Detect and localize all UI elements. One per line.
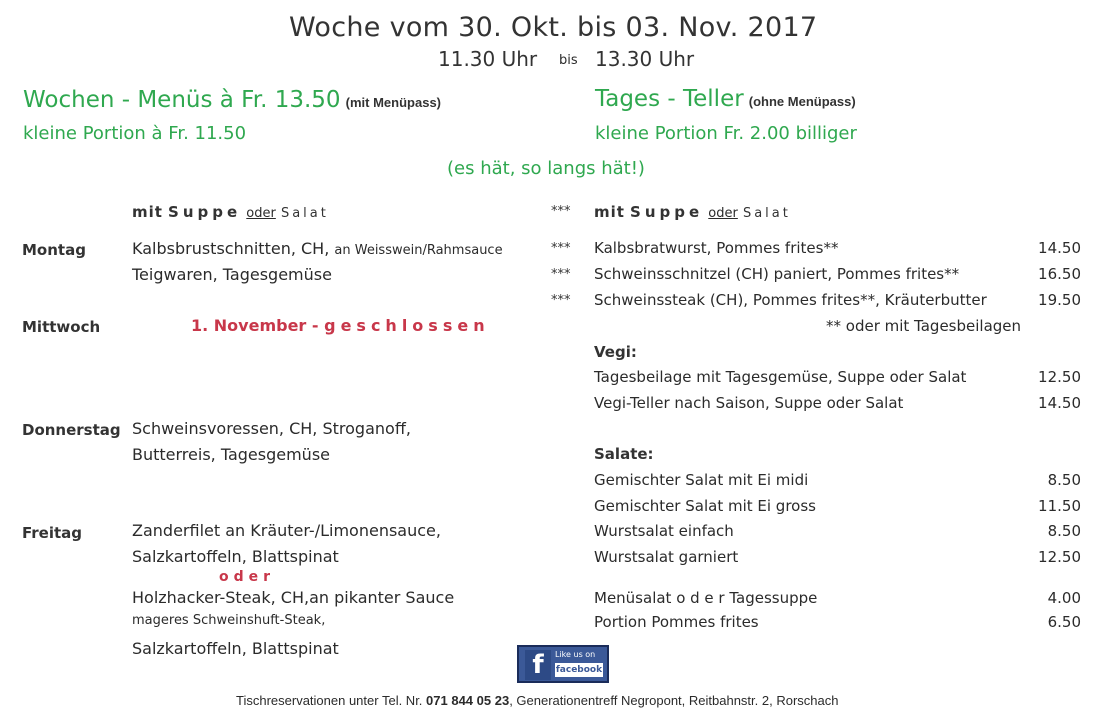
weekly-menu-title: Wochen - Menüs à Fr. 13.50 [23,87,341,113]
weekly-menu-note: (mit Menüpass) [345,95,441,110]
montag-dish-sauce: an Weisswein/Rahmsauce [334,243,503,258]
footer-prefix: Tischreservationen unter Tel. Nr. [236,693,423,708]
facebook-like-badge[interactable] [517,645,609,683]
day-mittwoch: Mittwoch [22,318,101,336]
footer-reservation [236,693,838,708]
salate-title: Salate: [594,445,654,463]
salate-price: 8.50 [1047,471,1081,489]
freitag-oder: oder [219,569,276,585]
day-donnerstag: Donnerstag [22,421,121,439]
right-header-salat: Salat [742,206,791,221]
weekly-menu-small-portion: kleine Portion à Fr. 11.50 [23,123,247,144]
daily-plate-title: Tages - Teller [595,86,744,112]
vegi-title: Vegi: [594,343,637,361]
daily-plate-note: (ohne Menüpass) [748,94,856,109]
tagesteller-stars: *** [551,267,571,282]
page-title: Woche vom 30. Okt. bis 03. Nov. 2017 [289,12,818,43]
tagesteller-item: Schweinsschnitzel (CH) paniert, Pommes frites** [594,265,960,283]
left-header-mit: mit [132,203,163,221]
vegi-item: Tagesbeilage mit Tagesgemüse, Suppe oder Salat [594,368,967,386]
salate-price: 11.50 [1038,497,1081,515]
mittwoch-closed-notice [191,316,490,335]
tagesteller-price: 14.50 [1038,239,1081,257]
time-start: 11.30 Uhr [438,47,538,71]
tagesteller-item: Schweinssteak (CH), Pommes frites**, Kräuterbutter [594,291,987,309]
left-column-header [132,202,329,221]
left-header-suppe: Suppe [168,203,242,221]
tagesteller-price: 19.50 [1038,291,1081,309]
salate-price: 12.50 [1038,548,1081,566]
right-column-header [594,202,791,221]
left-header-oder: oder [246,206,276,221]
facebook-like-text: Like us on [555,650,596,659]
vegi-item: Vegi-Teller nach Saison, Suppe oder Salat [594,394,904,412]
left-header-salat: Salat [280,206,329,221]
right-header-stars: *** [551,204,571,219]
footer-suffix: , Generationentreff Negropont, Reitbahnstr. 2, Rorschach [509,693,839,708]
time-bis: bis [559,53,578,68]
right-header-suppe: Suppe [630,203,704,221]
donnerstag-dish-line1: Schweinsvoressen, CH, Stroganoff, [132,419,411,438]
facebook-icon: f [525,650,551,680]
vegi-price: 14.50 [1038,394,1081,412]
right-header-oder: oder [708,206,738,221]
freitag-dish-line4: mageres Schweinshuft-Steak, [132,613,326,628]
tagesteller-stars: *** [551,293,571,308]
salate-item: Wurstsalat einfach [594,522,734,540]
donnerstag-dish-line2: Butterreis, Tagesgemüse [132,445,330,464]
daily-plate-offer [595,86,856,112]
freitag-dish-line1: Zanderfilet an Kräuter-/Limonensauce, [132,521,441,540]
montag-dish-main: Kalbsbrustschnitten, CH, [132,239,330,258]
day-freitag: Freitag [22,524,83,542]
facebook-name: facebook [555,665,603,675]
mittwoch-closed-word: geschlossen [324,316,490,335]
salate-item: Gemischter Salat mit Ei gross [594,497,816,515]
daily-plate-small-portion: kleine Portion Fr. 2.00 billiger [595,123,857,144]
tagesteller-price: 16.50 [1038,265,1081,283]
right-header-mit: mit [594,203,625,221]
freitag-dish-line3: Holzhacker-Steak, CH,an pikanter Sauce [132,588,455,607]
availability-note: (es hät, so langs hät!) [447,158,645,179]
vegi-price: 12.50 [1038,368,1081,386]
tagesteller-stars: *** [551,241,571,256]
day-montag: Montag [22,241,86,259]
extra-price: 4.00 [1047,589,1081,607]
footer-phone: 071 844 05 23 [426,693,510,708]
freitag-dish-line2: Salzkartoffeln, Blattspinat [132,547,339,566]
freitag-dish-line5: Salzkartoffeln, Blattspinat [132,639,339,658]
weekly-menu-offer [23,87,441,113]
mittwoch-closed-date: 1. November - [191,316,319,335]
salate-price: 8.50 [1047,522,1081,540]
time-end: 13.30 Uhr [595,47,695,71]
salate-item: Gemischter Salat mit Ei midi [594,471,809,489]
montag-dish-line1 [132,239,503,258]
tagesteller-item: Kalbsbratwurst, Pommes frites** [594,239,839,257]
extra-price: 6.50 [1047,613,1081,631]
tagesteller-footnote: ** oder mit Tagesbeilagen [826,317,1022,335]
salate-item: Wurstsalat garniert [594,548,739,566]
montag-dish-line2: Teigwaren, Tagesgemüse [132,265,332,284]
extra-item: Menüsalat o d e r Tagessuppe [594,589,818,607]
extra-item: Portion Pommes frites [594,613,759,631]
